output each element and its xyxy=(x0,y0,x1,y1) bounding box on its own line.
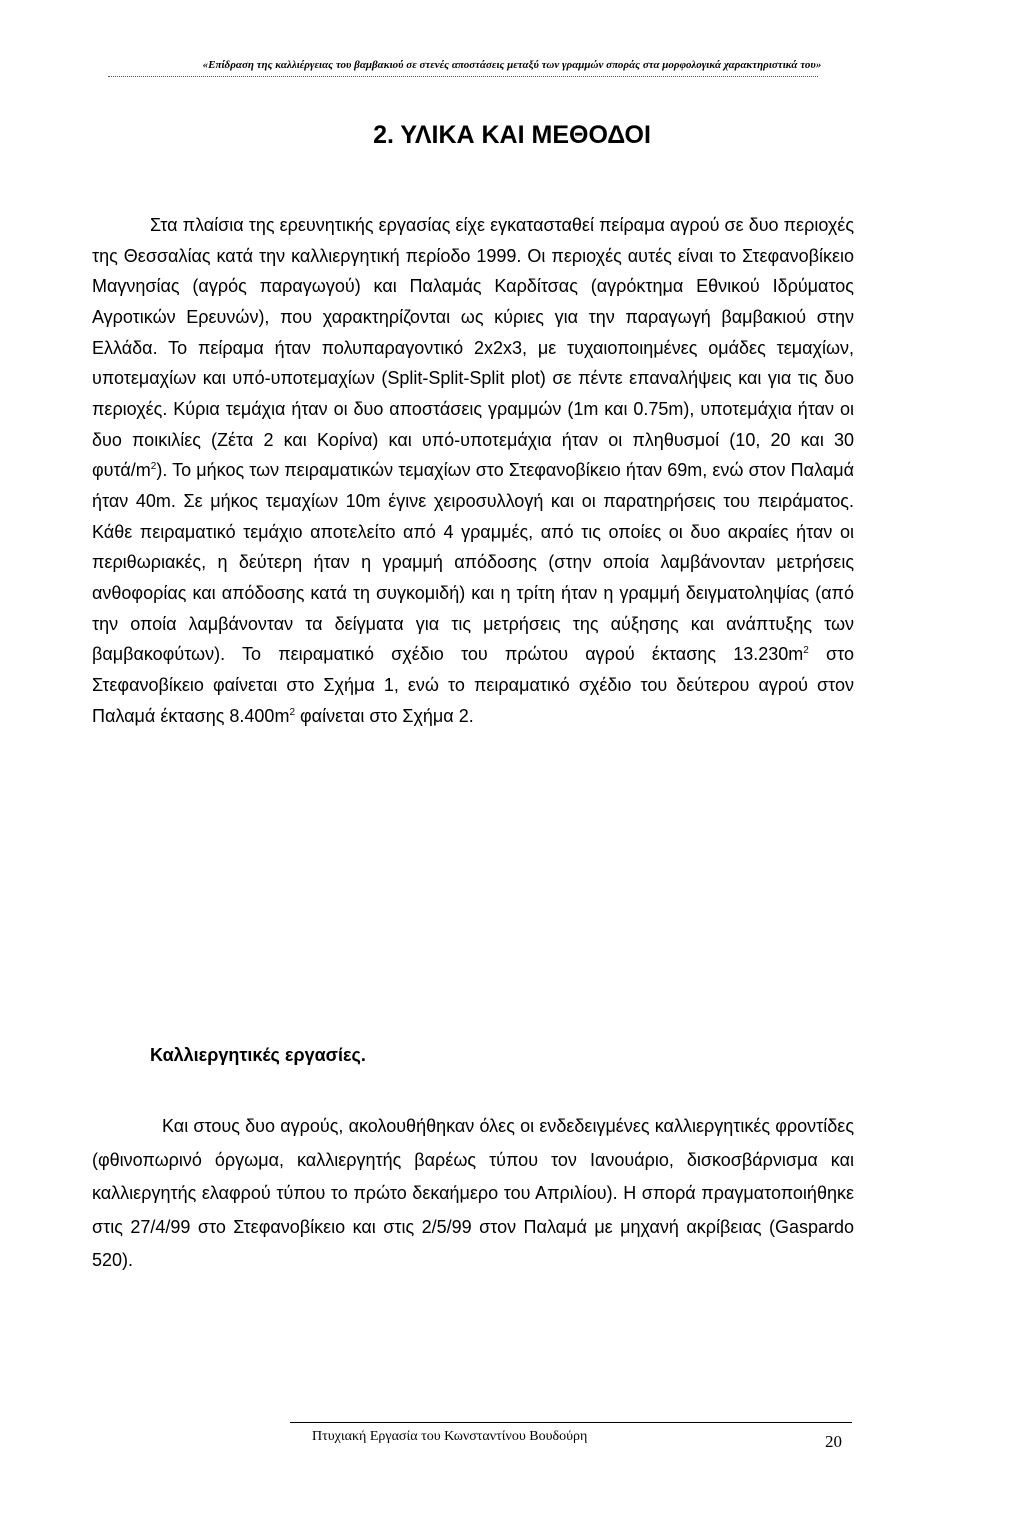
paragraph-cultivation: Και στους δυο αγρούς, ακολουθήθηκαν όλες οι ενδεδειγμένες καλλιεργητικές φροντίδες (φθινοπωρινό όργωμα, καλλιεργητής βαρέως τύπου τον Ιανουάριο, δισκοσβάρνισμα και καλλιεργητής ελαφρού τύπου το πρώτο δεκαήμερο του Απριλίου). Η σπορά πραγματοποιήθηκε στις 27/4/99 στο Στεφανοβίκειο και στις 2/5/99 στον Παλαμά με μηχανή ακρίβειας (Gaspardo 520). xyxy=(92,1116,854,1270)
paragraph-materials-methods xyxy=(92,210,854,731)
subheading-cultivation: Καλλιεργητικές εργασίες. xyxy=(150,1045,366,1065)
paragraph-text: Στα πλαίσια της ερευνητικής εργασίας είχε εγκατασταθεί πείραμα αγρού σε δυο περιοχές της Θεσσαλίας κατά την καλλιεργητική περίοδο 1999. Οι περιοχές αυτές είναι το Στεφανοβίκειο Μαγνησίας (αγρός παραγωγού) και Παλαμάς Καρδίτσας (αγρόκτημα Εθνικού Ιδρύματος Αγροτικών Ερευνών), που χαρακτηρίζονται ως κύριες για την παραγωγή βαμβακιού στην Ελλάδα. Το πείραμα ήταν πολυπαραγοντικό 2x2x3, με τυχαιοποιημένες ομάδες τεμαχίων, υποτεμαχίων και υπό-υποτεμαχίων (Split-Split-Split plot) σε πέντε επαναλήψεις και για τις δυο περιοχές. Κύρια τεμάχια ήταν οι δυο αποστάσεις γραμμών (1m και 0.75m), υποτεμάχια ήταν οι δυο ποικιλίες (Ζέτα 2 και Κορίνα) και υπό-υποτεμάχια ήταν οι πληθυσμοί (10, 20 και 30 φυτά/m xyxy=(92,215,854,481)
paragraph-text: στο Στεφανοβίκειο φαίνεται στο Σχήμα 1, ενώ το πειραματικό σχέδιο του δεύτερου αγρού στον Παλαμά έκτασης 8.400m xyxy=(92,644,854,726)
header-divider xyxy=(108,76,818,77)
section-title: 2. ΥΛΙΚΑ ΚΑΙ ΜΕΘΟΔΟΙ xyxy=(373,121,651,149)
running-header: «Επίδραση της καλλιέργειας του βαμβακιού σε στενές αποστάσεις μεταξύ των γραμμών σποράς στα μορφολογικά χαρακτηριστικά του» xyxy=(202,59,822,71)
paragraph-text: φαίνεται στο Σχήμα 2. xyxy=(295,705,474,726)
footer-divider xyxy=(290,1422,852,1423)
superscript: 2 xyxy=(150,461,157,473)
superscript: 2 xyxy=(289,706,295,718)
paragraph-text: ). Το μήκος των πειραματικών τεμαχίων στο Στεφανοβίκειο ήταν 69m, ενώ στον Παλαμά ήταν 40m. Σε μήκος τεμαχίων 10m έγινε χειροσυλλογή και οι παρατηρήσεις του πειράματος. Κάθε πειραματικό τεμάχιο αποτελείτο από 4 γραμμές, από τις οποίες οι δυο ακραίες ήταν οι περιθωριακές, η δεύτερη ήταν η γραμμή απόδοσης (στην οποία λαμβάνονταν μετρήσεις ανθοφορίας και απόδοσης κατά τη συγκομιδή) και η τρίτη ήταν η γραμμή δειγματοληψίας (από την οποία λαμβάνονταν τα δείγματα για τις μετρήσεις της αύξησης και ανάπτυξης των βαμβακοφύτων). Το πειραματικό σχέδιο του πρώτου αγρού έκτασης 13.230m xyxy=(92,460,854,665)
page-number: 20 xyxy=(825,1432,842,1451)
superscript: 2 xyxy=(803,645,809,657)
footer-author: Πτυχιακή Εργασία του Κωνσταντίνου Βουδούρη xyxy=(312,1429,588,1444)
